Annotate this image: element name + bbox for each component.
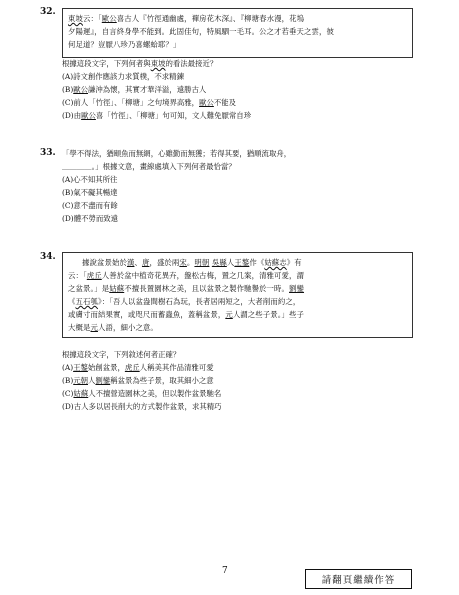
passage-text: 《: [68, 297, 76, 306]
passage-text: 》：「吾人以盆盎間樹石為玩，長者居兩短之，大者削而約之，: [97, 297, 301, 306]
passage-line: [68, 256, 407, 269]
passage-text: 據說盆景始於: [82, 258, 127, 267]
dynasty-song: 宋: [179, 258, 187, 267]
name-ougong: 歐公: [101, 14, 117, 23]
page-number: 7: [222, 566, 228, 576]
q32-option-b[interactable]: [62, 84, 206, 97]
place-wuxian: 吳縣: [211, 258, 227, 267]
place-huqiu: 虎丘: [124, 363, 140, 372]
passage-text: 人: [226, 258, 235, 267]
dynasty-tang: 唐: [141, 258, 150, 267]
name-dongpo: 東坡: [150, 59, 166, 68]
q34-option-c[interactable]: [62, 388, 221, 401]
question-32-stem: [62, 58, 217, 71]
passage-text: 大概是: [68, 323, 91, 332]
q32-option-c[interactable]: [62, 97, 236, 110]
option-text: 謙沖為懷，其實才華洋溢，遠勝古人: [88, 85, 207, 94]
question-34-number: 34.: [40, 252, 56, 262]
option-text: (C)前人「竹徑」、「柳塘」之句境界高雅，: [62, 98, 200, 107]
place-huqiu: 虎丘: [86, 271, 102, 280]
name-ougong: 歐公: [73, 85, 88, 94]
passage-line: 何足道？豈厭八珍乃喜螺蛤耶？」: [68, 40, 181, 49]
dynasty-ming: 明朝: [194, 258, 210, 267]
passage-line: [68, 295, 407, 308]
passage-text: 。: [186, 258, 195, 267]
q33-option-a[interactable]: (A)心不知其所往: [62, 175, 118, 184]
passage-line: [68, 282, 407, 295]
passage-text: ，盛於兩: [149, 258, 180, 267]
passage-text: 人語，細小之意。: [97, 323, 158, 332]
dynasty-yuan: 元: [225, 310, 233, 319]
passage-text: 或膚寸而結果實，或咫尺而蓄蟲魚，蓋稱盆景，: [68, 310, 226, 319]
option-text: (A): [62, 363, 74, 372]
passage-text: 喜古人『竹徑通幽處，禪房花木深』、『柳塘春水漫，花塢: [116, 14, 305, 23]
book-gusuzhi: 姑蘇志: [264, 258, 287, 267]
name-wangao: 王鏊: [73, 363, 88, 372]
book-wushihu: 五石瓠: [75, 297, 98, 306]
q33-option-d[interactable]: (D)體不勞而致遠: [62, 214, 119, 223]
question-33-line-2: ＿＿＿＿。」根據文意，畫線處填入下列何者最恰當？: [62, 162, 236, 171]
option-text: (B): [62, 376, 74, 385]
turn-page-notice: 請翻頁繼續作答: [305, 569, 412, 589]
passage-text: 》有: [286, 258, 302, 267]
dynasty-han: 漢: [126, 258, 135, 267]
passage-text: 、: [134, 258, 142, 267]
q33-option-b[interactable]: (B)氣不礙其暢達: [62, 188, 118, 197]
name-wangao: 王鏊: [234, 258, 250, 267]
q34-option-d[interactable]: (D)古人多以居長削大的方式製作盆景，求其精巧: [62, 402, 222, 411]
option-text: (C): [62, 389, 74, 398]
name-ougong: 歐公: [81, 111, 96, 120]
question-32-passage-box: [62, 8, 413, 58]
passage-line: [68, 12, 407, 25]
stem-text: 根據這段文字，下列何者與: [62, 59, 151, 68]
q34-option-b[interactable]: [62, 375, 214, 388]
question-33-line-1: 「學不得法，猶頤魚而無網，心雖勤而無獲；若得其要，猶順流取舟，: [62, 149, 292, 158]
passage-text: 不擅長置園林之美，且以盆景之製作馳譽於一時。: [124, 284, 290, 293]
option-text: 喜「竹徑」、「柳塘」句可知，文人難免厭常自珍: [95, 111, 252, 120]
name-dongpo: 東坡: [68, 14, 83, 23]
name-liuluan: 劉鑾: [95, 376, 111, 385]
dynasty-yuan: 元: [90, 323, 98, 332]
passage-text: 云：「: [68, 271, 87, 280]
option-text: (B): [62, 85, 74, 94]
question-32-number: 32.: [40, 7, 56, 17]
stem-text: 的看法最接近？: [165, 59, 218, 68]
q32-option-a[interactable]: (A)詩文創作應該力求質樸，不求精鍊: [62, 72, 184, 81]
question-34-passage-box: [62, 252, 413, 338]
passage-text: 人謂之些子景。」些子: [232, 310, 305, 319]
passage-text: 之盆景。」是: [68, 284, 110, 293]
question-34-stem: 根據這段文字，下列敘述何者正確？: [62, 350, 181, 359]
option-text: 人: [88, 376, 96, 385]
dynasty-yuan: 元朝: [73, 376, 88, 385]
passage-text: 人善於盆中植奇花異卉，盤松古梅，置之几案，清雅可愛，謂: [101, 271, 305, 280]
option-text: 人稱美其作品清雅可愛: [139, 363, 214, 372]
option-text: 人不擅營造園林之美，但以製作盆景馳名: [88, 389, 222, 398]
option-text: 始創盆景，: [87, 363, 125, 372]
option-text: 稱盆景為些子景，取其細小之意: [110, 376, 214, 385]
option-text: 不能及: [213, 98, 237, 107]
passage-line: [68, 308, 407, 321]
passage-text: 云：「: [82, 14, 102, 23]
question-33-number: 33.: [40, 148, 56, 158]
place-gusu: 姑蘇: [109, 284, 125, 293]
q32-option-d[interactable]: [62, 110, 251, 123]
q33-option-c[interactable]: (C)意不盡而有餘: [62, 201, 118, 210]
name-ougong: 歐公: [199, 98, 214, 107]
place-gusu: 姑蘇: [73, 389, 89, 398]
passage-line: 夕陽遲』，自言終身學不能到。此固佳句，特風駟一毛耳。公之才若垂天之雲，彼: [68, 27, 334, 36]
option-text: (D)由: [62, 111, 82, 120]
q34-option-a[interactable]: [62, 362, 214, 375]
passage-line: [68, 269, 407, 282]
passage-line: [68, 321, 407, 334]
name-liuluan: 劉鑾: [289, 284, 305, 293]
passage-text: 作《: [249, 258, 265, 267]
